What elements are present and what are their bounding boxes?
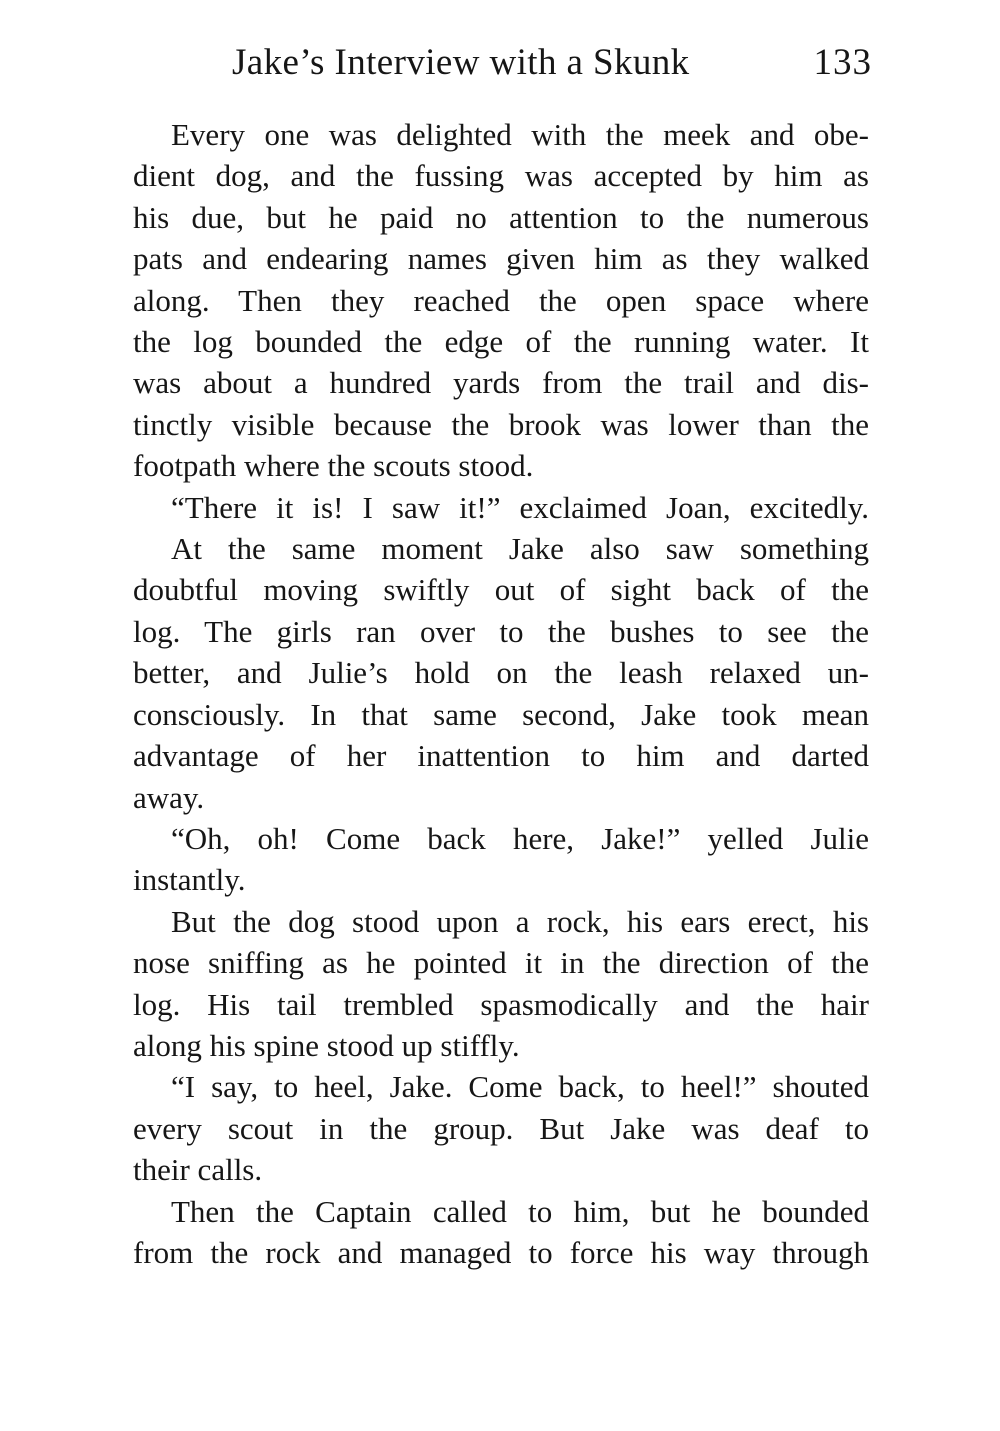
text-line: tinctly visible because the brook was lower than the [133,406,869,442]
text-line: “Oh, oh! Come back here, Jake!” yelled Julie [171,820,869,856]
text-line: Then the Captain called to him, but he bounded [171,1193,869,1229]
text-line: footpath where the scouts stood. [133,448,534,484]
text-line: advantage of her inattention to him and darted [133,738,869,774]
text-line: their calls. [133,1152,263,1188]
text-line: his due, but he paid no attention to the numerous [133,199,869,235]
paragraph [133,487,869,528]
text-line: along. Then they reached the open space where [133,282,869,318]
text-line: Every one was delighted with the meek and obe- [171,117,869,152]
text-line: “There it is! I saw it!” exclaimed Joan, excitedly. [171,489,869,525]
running-head [232,38,872,88]
paragraph [133,1066,869,1190]
text-line: the log bounded the edge of the running water. It [133,324,869,360]
text-line: nose sniffing as he pointed it in the direction of the [133,945,869,981]
text-line: away. [133,779,205,815]
page-number: 133 [813,42,872,83]
body-text [133,114,869,1273]
text-line: from the rock and managed to force his way through [133,1234,869,1270]
text-line: was about a hundred yards from the trail and dis- [133,365,869,401]
paragraph [133,818,869,901]
text-line: consciously. In that same second, Jake took mean [133,696,869,732]
text-line: better, and Julie’s hold on the leash relaxed un- [133,655,869,691]
text-line: log. The girls ran over to the bushes to see the [133,613,869,649]
paragraph [133,114,869,487]
text-line: At the same moment Jake also saw something [171,531,869,567]
text-line: pats and endearing names given him as they walked [133,241,869,277]
paragraph [133,1191,869,1274]
text-line: dient dog, and the fussing was accepted by him as [133,158,869,194]
text-line: instantly. [133,862,246,898]
paragraph [133,901,869,1067]
text-line: log. His tail trembled spasmodically and the hair [133,986,869,1022]
text-line: But the dog stood upon a rock, his ears erect, his [171,903,869,939]
paragraph [133,528,869,818]
text-line: every scout in the group. But Jake was deaf to [133,1110,869,1146]
text-line: doubtful moving swiftly out of sight back of the [133,572,869,608]
text-line: “I say, to heel, Jake. Come back, to heel!” shouted [171,1069,869,1105]
text-line: along his spine stood up stiffly. [133,1027,520,1063]
running-title: Jake’s Interview with a Skunk [232,42,690,83]
